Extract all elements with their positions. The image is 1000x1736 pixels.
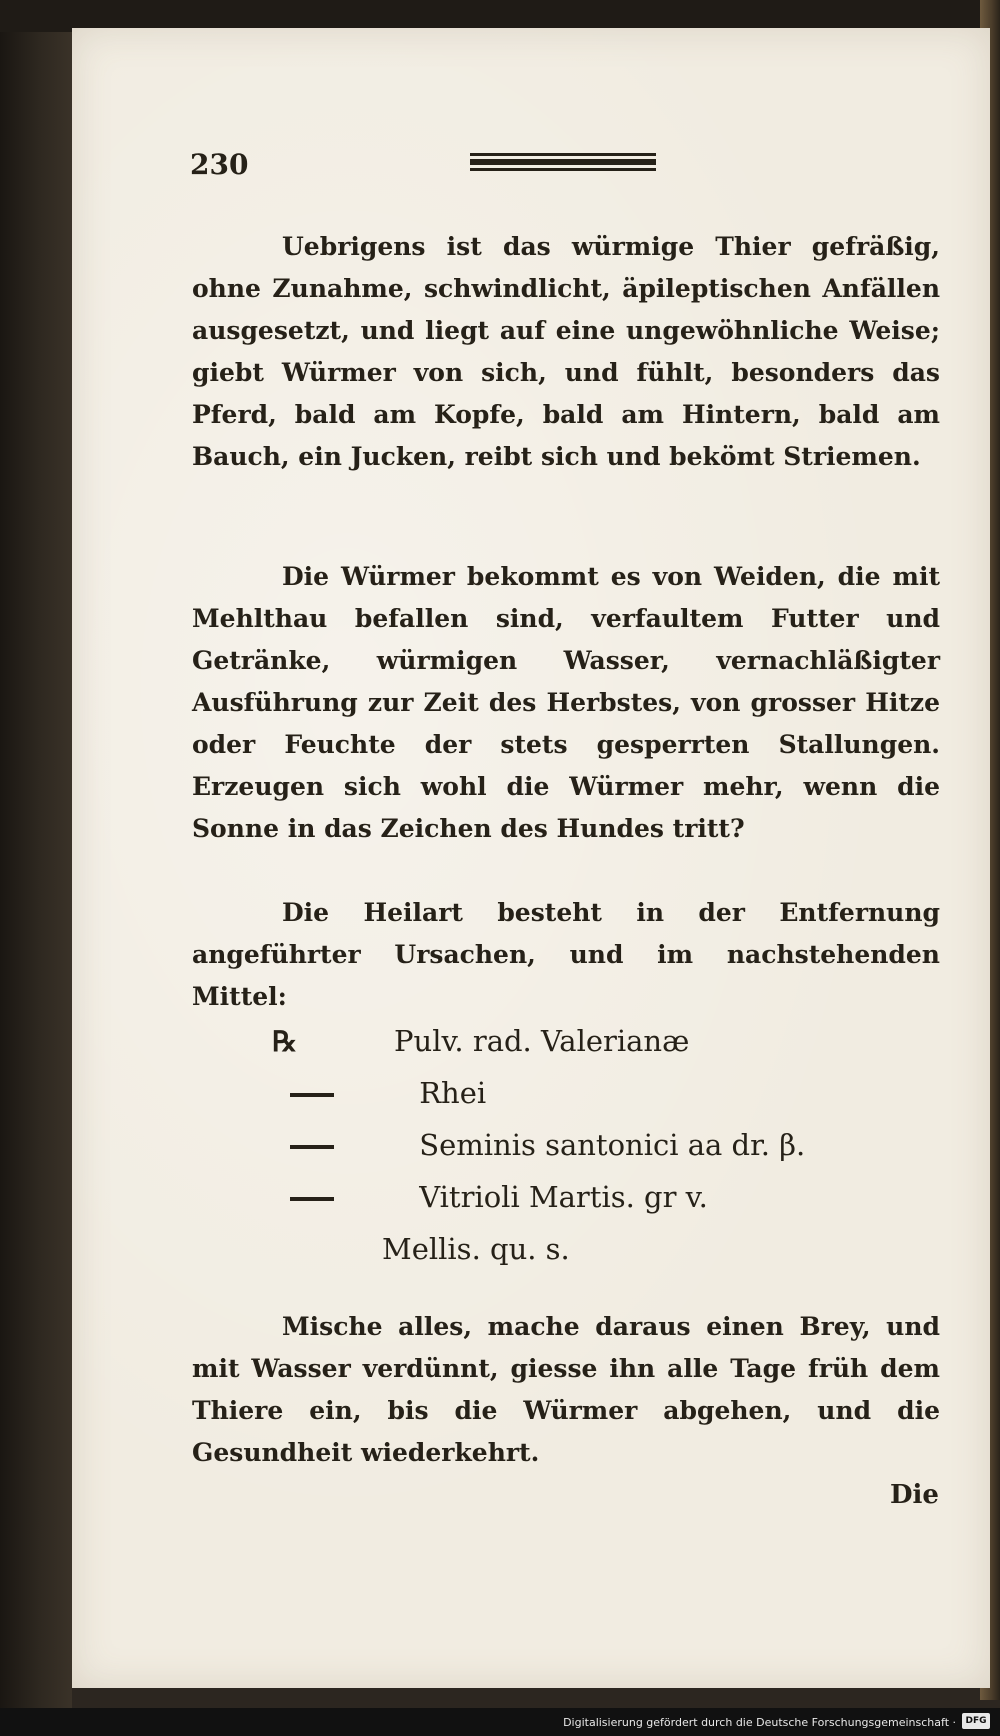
recipe-ingredient: Vitrioli Martis. gr v. — [419, 1180, 708, 1214]
book-spine — [0, 0, 72, 1736]
recipe-ingredient: Mellis. qu. s. — [382, 1232, 570, 1266]
paragraph-symptoms: Uebrigens ist das würmige Thier gefräßig, ohne Zunahme, schwindlicht, äpileptischen Anfällen ausgesetzt, und liegt auf eine ungewöhnliche Weise; giebt Würmer von sich, und fühlt, besonders das Pferd, bald am Kopfe, bald am Hintern, bald am Bauch, ein Jucken, reibt sich und bekömt Striemen. — [192, 232, 940, 471]
recipe-ingredient: Seminis santonici aa dr. β. — [419, 1128, 806, 1162]
footer-credit: Digitalisierung gefördert durch die Deutsche Forschungsgemeinschaft · — [563, 1716, 956, 1729]
paragraph-causes: Die Würmer bekommt es von Weiden, die mit Mehlthau befallen sind, verfaultem Futter und Getränke, würmigen Wasser, vernachläßigter Ausführung zur Zeit des Herbstes, von grosser Hitze oder Feuchte der stets gesperrten Stallungen. Erzeugen sich wohl die Würmer mehr, wenn die Sonne in das Zeichen des Hundes tritt? — [192, 562, 940, 843]
header-ornament-rule — [470, 153, 656, 173]
paragraph-remedy-intro: Die Heilart besteht in der Entfernung angeführter Ursachen, und im nachstehenden Mittel: — [192, 898, 940, 1011]
recipe-line-5 — [382, 1232, 570, 1266]
recipe-line-3 — [290, 1128, 805, 1162]
recipe-ingredient: Rhei — [419, 1076, 487, 1110]
dfg-logo: DFG — [962, 1713, 990, 1729]
recipe-dash — [290, 1197, 334, 1201]
recipe-ingredient: Pulv. rad. Valerianæ — [394, 1024, 690, 1058]
recipe-dash — [290, 1093, 334, 1097]
page-number: 230 — [190, 148, 249, 181]
recipe-dash — [290, 1145, 334, 1149]
recipe-symbol: ℞ — [272, 1025, 298, 1058]
recipe-line-4 — [290, 1180, 708, 1214]
recipe-line-2 — [290, 1076, 486, 1110]
paragraph-administration: Mische alles, mache daraus einen Brey, und mit Wasser verdünnt, giesse ihn alle Tage früh dem Thiere ein, bis die Würmer abgehen, und die Gesundheit wiederkehrt. — [192, 1312, 940, 1467]
catchword: Die — [890, 1480, 939, 1510]
recipe-line-1 — [272, 1024, 690, 1058]
